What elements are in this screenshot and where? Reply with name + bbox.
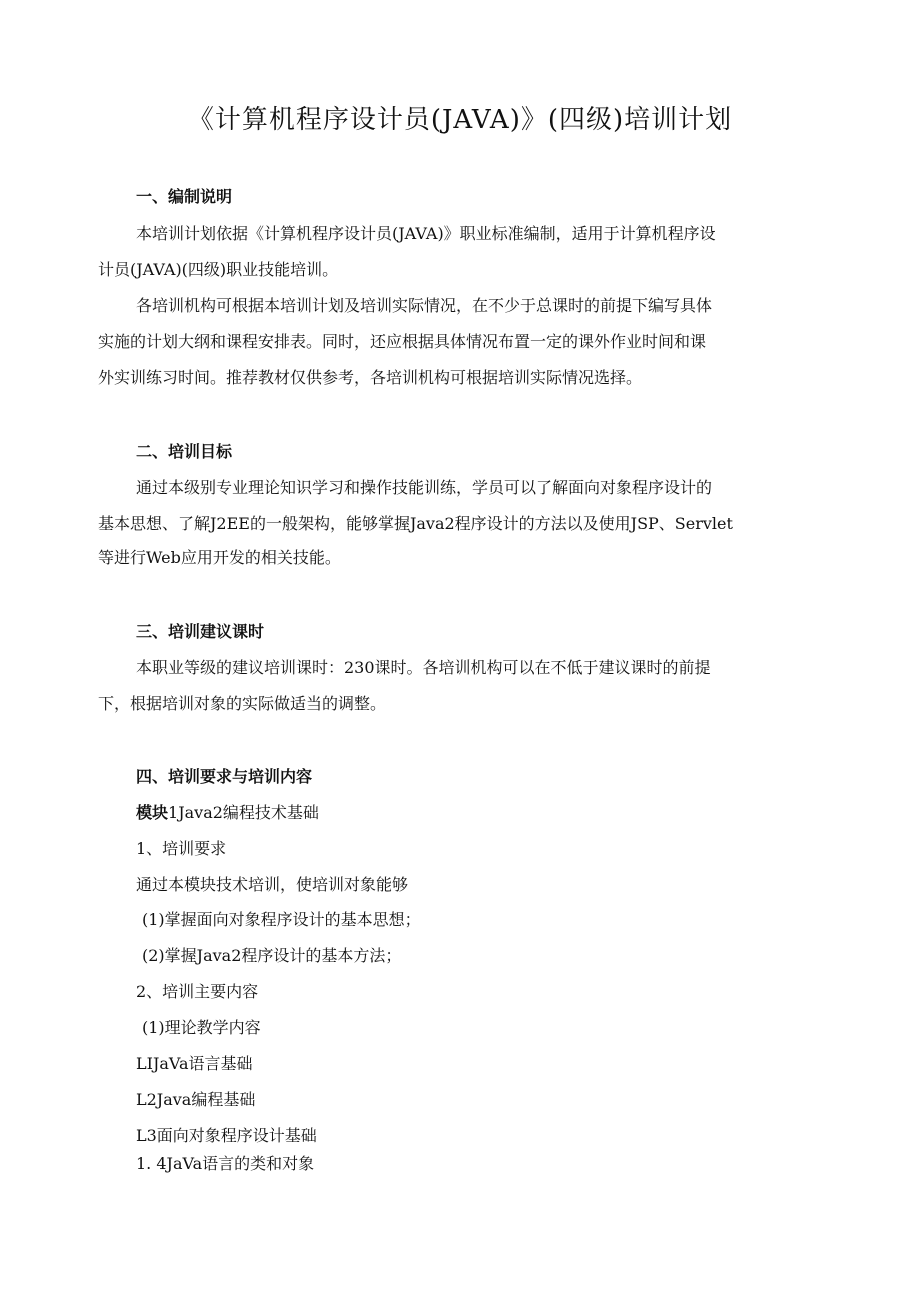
list-item: (2)掌握Java2程序设计的基本方法； bbox=[142, 946, 402, 965]
paragraph-line: 基本思想、了解J2EE的一般架构，能够掌握Java2程序设计的方法以及使用JSP、Servlet bbox=[98, 514, 733, 533]
list-item: LIJaVa语言基础 bbox=[136, 1054, 253, 1073]
paragraph-line: 下，根据培训对象的实际做适当的调整。 bbox=[98, 694, 387, 713]
module-prefix: 模块 bbox=[136, 803, 169, 822]
list-item: (1)理论教学内容 bbox=[142, 1018, 261, 1037]
list-item: L2Java编程基础 bbox=[136, 1090, 256, 1109]
module-title bbox=[136, 801, 319, 825]
section-heading-compile-notes: 一、编制说明 bbox=[136, 187, 233, 206]
list-item: 1. 4JaVa语言的类和对象 bbox=[136, 1154, 315, 1173]
section-heading-suggested-hours: 三、培训建议课时 bbox=[136, 622, 265, 641]
list-item: L3面向对象程序设计基础 bbox=[136, 1126, 317, 1145]
list-item: 1、培训要求 bbox=[136, 839, 227, 858]
module-name: 1Java2编程技术基础 bbox=[168, 803, 319, 822]
list-item: (1)掌握面向对象程序设计的基本思想； bbox=[142, 910, 421, 929]
list-item: 通过本模块技术培训，使培训对象能够 bbox=[136, 875, 409, 894]
section-heading-training-goal: 二、培训目标 bbox=[136, 442, 233, 461]
paragraph-line: 各培训机构可根据本培训计划及培训实际情况，在不少于总课时的前提下编写具体 bbox=[136, 296, 713, 315]
paragraph-line: 等进行Web应用开发的相关技能。 bbox=[98, 548, 341, 567]
paragraph-line: 通过本级别专业理论知识学习和操作技能训练，学员可以了解面向对象程序设计的 bbox=[136, 478, 713, 497]
paragraph-line: 计员(JAVA)(四级)职业技能培训。 bbox=[98, 260, 339, 279]
document-title: 《计算机程序设计员(JAVA)》(四级)培训计划 bbox=[187, 105, 733, 135]
paragraph-line: 外实训练习时间。推荐教材仅供参考，各培训机构可根据培训实际情况选择。 bbox=[98, 368, 643, 387]
paragraph-line: 本培训计划依据《计算机程序设计员(JAVA)》职业标准编制，适用于计算机程序设 bbox=[136, 224, 716, 243]
section-heading-requirements-content: 四、培训要求与培训内容 bbox=[136, 767, 313, 786]
paragraph-line: 实施的计划大纲和课程安排表。同时，还应根据具体情况布置一定的课外作业时间和课 bbox=[98, 332, 707, 351]
paragraph-line: 本职业等级的建议培训课时：230课时。各培训机构可以在不低于建议课时的前提 bbox=[136, 658, 711, 677]
list-item: 2、培训主要内容 bbox=[136, 982, 259, 1001]
